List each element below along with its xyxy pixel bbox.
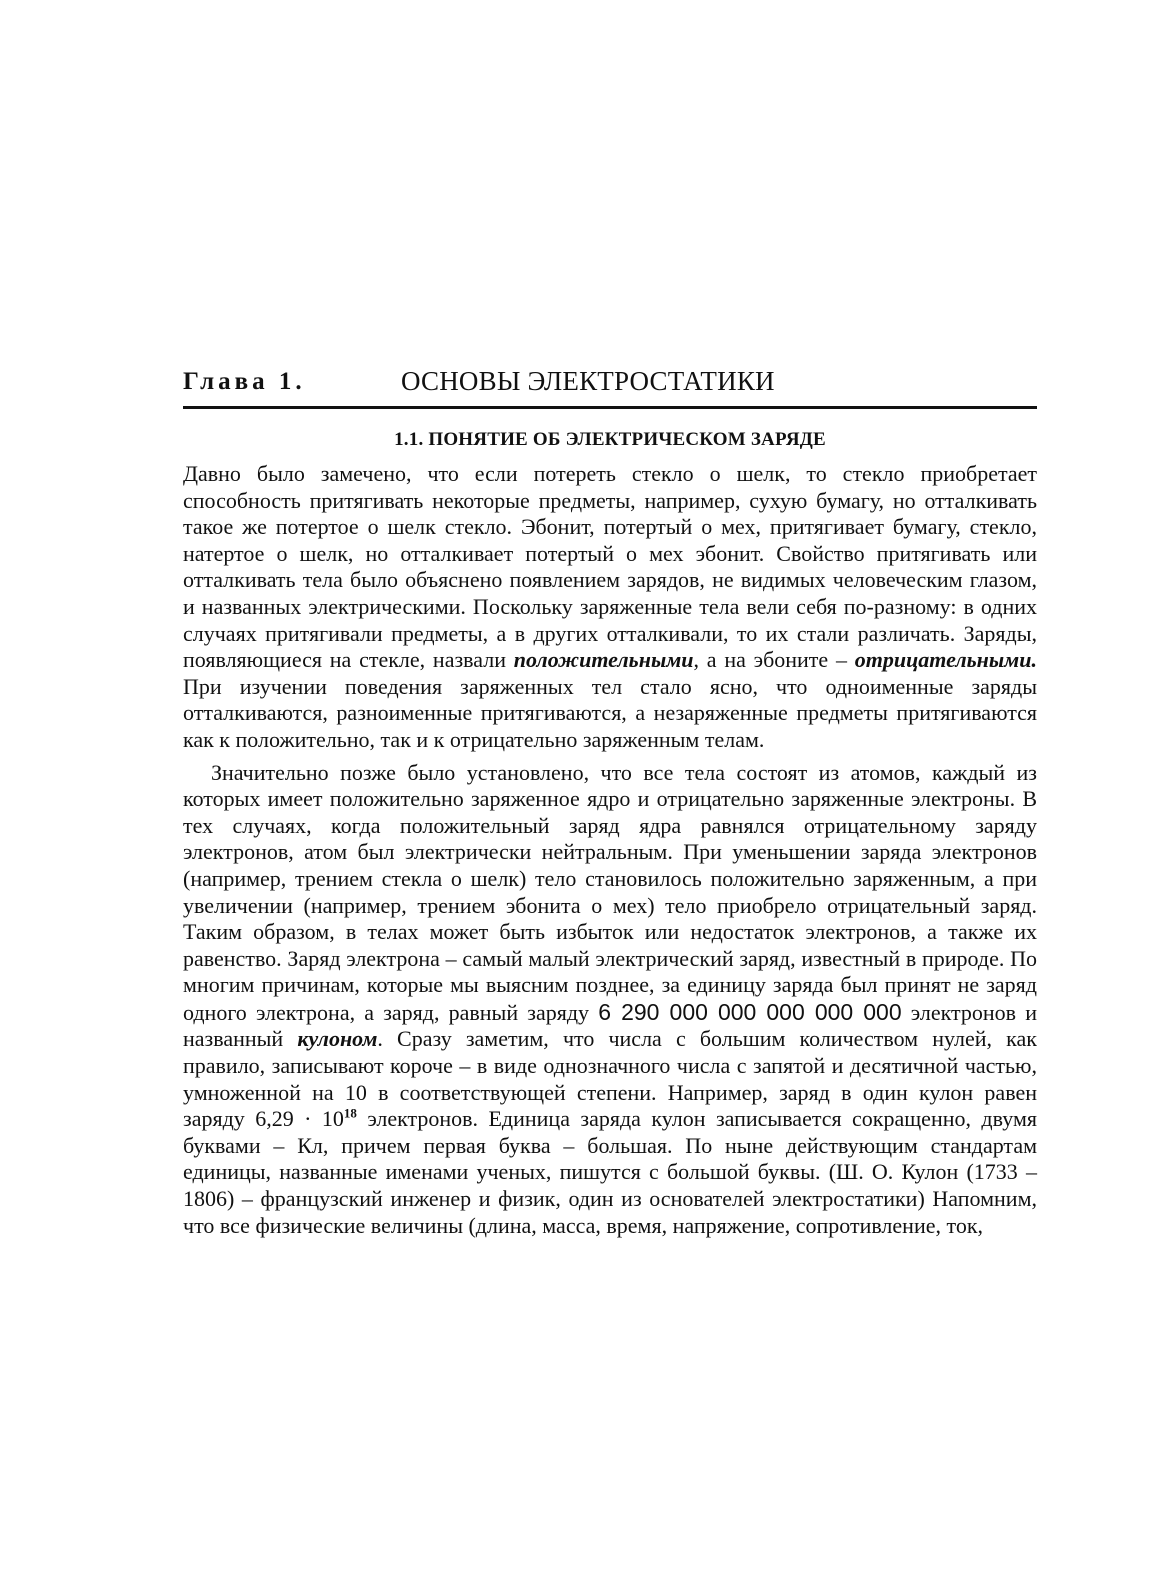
chapter-title: ОСНОВЫ ЭЛЕКТРОСТАТИКИ (401, 366, 775, 396)
chapter-label: Глава 1. (183, 368, 306, 395)
term-coulomb: кулоном (297, 1026, 378, 1052)
big-number: 6 290 000 000 000 000 000 (598, 998, 902, 1025)
chapter-header (183, 360, 1037, 406)
paragraph-2-text-a: Значительно позже было установлено, что все тела состоят из атомов, каждый из которых имеет положительно заряженное ядро и отрицательно заряженные электроны. В тех случаях, когда положительный заряд ядра равнялся отрицательному заряду электронов, атом был электрически нейтральным. При уменьшении заряда электронов (например, трением стекла о шелк) тело становилось положительно заряженным, а при увеличении (например, трением эбонита о мех) тело приобрело отрицательный заряд. Таким образом, в телах может быть избыток или недостаток электронов, а также их равенство. Заряд электрона – самый малый электрический заряд, известный в природе. По многим причинам, которые мы выясним позднее, за единицу заряда был принят не заряд одного электрона, а заряд, равный заряду (183, 759, 1037, 1025)
paragraph-1-text-a: Давно было замечено, что если потереть стекло о шелк, то стекло приобретает способность притягивать некоторые предметы, например, сухую бумагу, но отталкивать такое же потертое о шелк стекло. Эбонит, потертый о мех, притягивает бумагу, стекло, натертое о шелк, но отталкивает потертый о мех эбонит. Свойство притягивать или отталкивать тела было объяснено появлением зарядов, не видимых человеческим глазом, и названных электрическими. Поскольку заряженные тела вели себя по-разному: в одних случаях притягивали предметы, а в других отталкивали, то их стали различать. Заряды, появляющиеся на стекле, назвали (183, 461, 1037, 673)
chapter-divider (183, 406, 1037, 409)
term-positive: положительными (513, 647, 694, 673)
paragraph-1 (183, 461, 1037, 754)
paragraph-1-text-b: , а на эбоните – (693, 647, 855, 673)
section-title: 1.1. ПОНЯТИЕ ОБ ЭЛЕКТРИЧЕСКОМ ЗАРЯДЕ (394, 429, 826, 450)
paragraph-2-text-b: электронов и названный (183, 999, 1037, 1052)
paragraph-1-text-c: При изучении поведения заряженных тел стало ясно, что одноименные заряды отталкиваются, разноименные притягиваются, а незаряженные предметы притягиваются как к положительно, так и к отрицательно заряженным телам. (183, 673, 1037, 752)
paragraph-2-text-c: . Сразу заметим, что числа с большим количеством нулей, как правило, записывают короче – в виде однозначного числа с запятой и десятичной частью, умноженной на 10 в соответствующей степени. Например, заряд в один кулон равен заряду 6,29 · 10 (183, 1026, 1037, 1132)
term-negative: отрицательными. (854, 647, 1037, 673)
paragraph-2-text-d: электронов. Единица заряда кулон записывается сокращенно, двумя буквами – Кл, причем первая буква – большая. По ныне действующим стандартам единицы, названные именами ученых, пишутся с большой буквы. (Ш. О. Кулон (1733 – 1806) – французский инженер и физик, один из основателей электростатики) Напомним, что все физические величины (длина, масса, время, напряжение, сопротивление, ток, (183, 1106, 1038, 1238)
exponent: 18 (343, 1105, 357, 1121)
paragraph-2 (183, 760, 1037, 1240)
page-content (183, 360, 1037, 1239)
